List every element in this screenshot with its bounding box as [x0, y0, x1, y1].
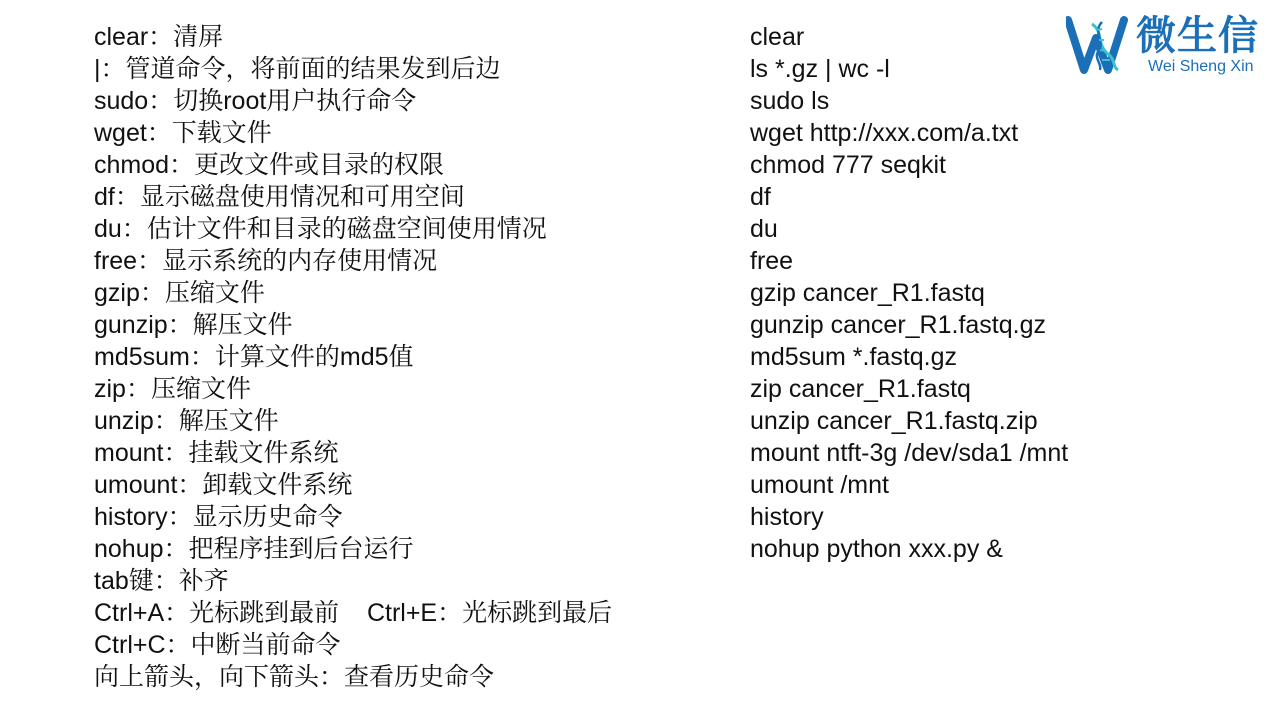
brand-logo: [1066, 12, 1276, 78]
description-line: Ctrl+C：中断当前命令: [94, 631, 341, 659]
description-line: umount：卸载文件系统: [94, 471, 353, 499]
description-line: Ctrl+A：光标跳到最前 Ctrl+E：光标跳到最后: [94, 599, 613, 627]
example-line: sudo ls: [750, 87, 830, 115]
description-line: 向上箭头，向下箭头：查看历史命令: [94, 663, 495, 691]
example-line: umount /mnt: [750, 471, 889, 499]
description-line: gzip：压缩文件: [94, 279, 265, 307]
description-line: |：管道命令，将前面的结果发到后边: [94, 55, 501, 83]
description-line: du：估计文件和目录的磁盘空间使用情况: [94, 215, 547, 243]
example-line: md5sum *.fastq.gz: [750, 343, 958, 371]
description-line: gunzip：解压文件: [94, 311, 293, 339]
example-line: chmod 777 seqkit: [750, 151, 946, 179]
description-line: chmod：更改文件或目录的权限: [94, 151, 445, 179]
description-line: zip：压缩文件: [94, 375, 251, 403]
brand-name-en: Wei Sheng Xin: [1148, 58, 1254, 75]
description-line: md5sum：计算文件的md5值: [94, 343, 414, 371]
description-line: history：显示历史命令: [94, 503, 343, 531]
description-line: free：显示系统的内存使用情况: [94, 247, 438, 275]
description-line: nohup：把程序挂到后台运行: [94, 535, 414, 563]
example-line: mount ntft-3g /dev/sda1 /mnt: [750, 439, 1069, 467]
dna-w-logo-icon: [1066, 14, 1138, 74]
example-line: clear: [750, 23, 805, 51]
example-line: zip cancer_R1.fastq: [750, 375, 971, 403]
description-line: unzip：解压文件: [94, 407, 279, 435]
description-line: mount：挂载文件系统: [94, 439, 339, 467]
example-line: unzip cancer_R1.fastq.zip: [750, 407, 1038, 435]
description-line: sudo：切换root用户执行命令: [94, 87, 417, 115]
brand-name-cn: 微生信: [1136, 14, 1259, 58]
command-examples-list: [750, 21, 1170, 565]
description-line: wget：下载文件: [94, 119, 272, 147]
example-line: wget http://xxx.com/a.txt: [750, 119, 1019, 147]
example-line: ls *.gz | wc -l: [750, 55, 890, 83]
example-line: free: [750, 247, 794, 275]
description-line: clear：清屏: [94, 23, 224, 51]
example-line: gunzip cancer_R1.fastq.gz: [750, 311, 1047, 339]
example-line: du: [750, 215, 778, 243]
example-line: history: [750, 503, 824, 531]
example-line: nohup python xxx.py &: [750, 535, 1003, 563]
example-line: gzip cancer_R1.fastq: [750, 279, 985, 307]
command-descriptions-list: [94, 21, 734, 693]
description-line: df：显示磁盘使用情况和可用空间: [94, 183, 465, 211]
description-line: tab键：补齐: [94, 567, 229, 595]
example-line: df: [750, 183, 771, 211]
